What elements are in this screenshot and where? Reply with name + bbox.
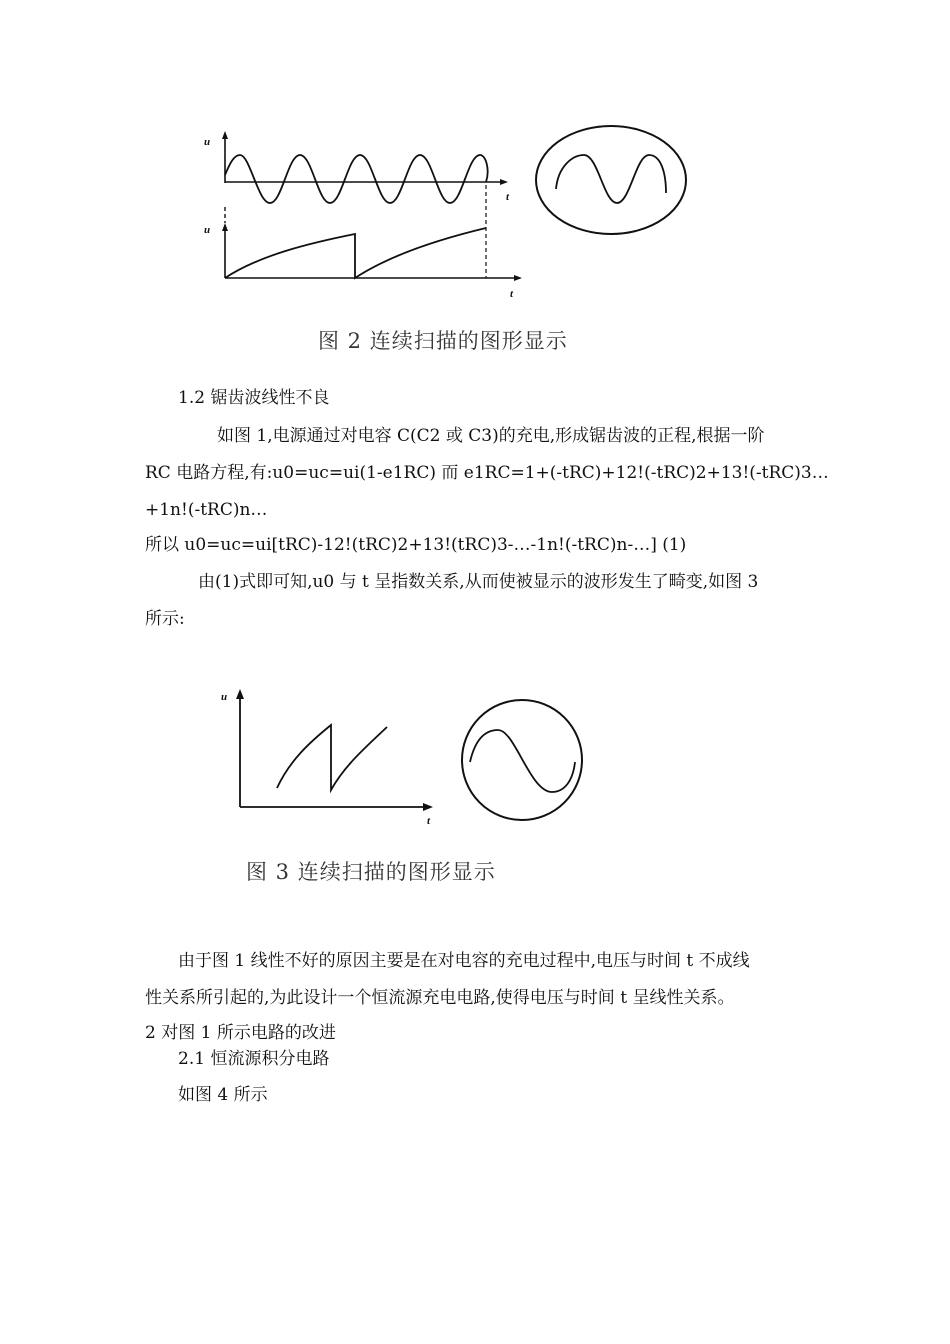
para-2-line-1: 由(1)式即可知,u0 与 t 呈指数关系,从而使被显示的波形发生了畸变,如图 3	[198, 572, 759, 592]
fig2-bottom-u-arrow	[222, 223, 228, 231]
fig2-top-u-label: u	[204, 136, 211, 148]
fig2-bottom-t-label: t	[510, 288, 514, 300]
fig2-top-t-arrow	[500, 179, 508, 185]
fig2-screen-sine	[556, 155, 666, 203]
figure-4-reference: 如图 4 所示	[178, 1085, 268, 1105]
para-1-line-1: 如图 1,电源通过对电容 C(C2 或 C3)的充电,形成锯齿波的正程,根据一阶	[217, 426, 765, 446]
figure-2-caption: 图 2 连续扫描的图形显示	[318, 329, 568, 353]
equation-1: 所以 u0=uc=ui[tRC)-12!(tRC)2+13!(tRC)3-…-1n!(-tRC)n-…] (1)	[145, 535, 687, 555]
figure-3	[215, 680, 595, 830]
figure-3-caption: 图 3 连续扫描的图形显示	[246, 860, 496, 884]
fig2-top-u-arrow	[222, 131, 228, 139]
para-3-line-2: 性关系所引起的,为此设计一个恒流源充电电路,使得电压与时间 t 呈线性关系。	[145, 988, 735, 1008]
fig3-distorted-sawtooth	[277, 725, 387, 790]
fig2-screen	[536, 126, 686, 234]
section-1-2-heading: 1.2 锯齿波线性不良	[178, 388, 330, 408]
para-2-line-2: 所示:	[145, 609, 185, 629]
fig2-bottom-u-label: u	[204, 224, 211, 236]
fig2-bottom-t-arrow	[514, 275, 522, 281]
para-3-line-1: 由于图 1 线性不好的原因主要是在对电容的充电过程中,电压与时间 t 不成线	[178, 951, 750, 971]
figure-2	[190, 115, 710, 305]
section-2-heading: 2 对图 1 所示电路的改进	[145, 1023, 336, 1043]
fig2-sine-wave	[225, 155, 488, 203]
fig3-t-label: t	[427, 815, 431, 827]
para-1-line-2: RC 电路方程,有:u0=uc=ui(1-e1RC) 而 e1RC=1+(-tRC)+12!(-tRC)2+13!(-tRC)3…	[145, 463, 829, 483]
fig3-t-arrow	[423, 803, 433, 811]
fig3-screen-sine	[470, 730, 575, 792]
fig2-top-t-label: t	[506, 191, 510, 203]
fig3-u-label: u	[221, 691, 228, 703]
fig2-sawtooth-wave	[225, 228, 486, 278]
section-2-1-heading: 2.1 恒流源积分电路	[178, 1049, 330, 1069]
fig3-u-arrow	[236, 689, 244, 699]
para-1-line-3: +1n!(-tRC)n…	[145, 500, 268, 520]
